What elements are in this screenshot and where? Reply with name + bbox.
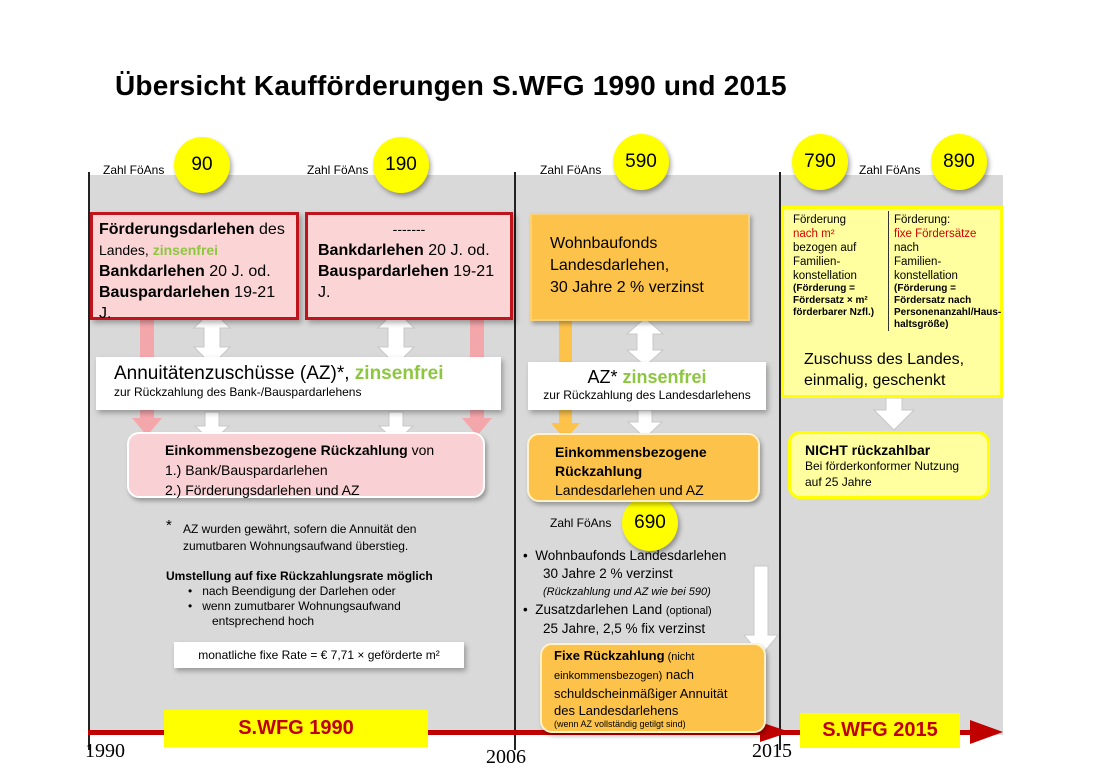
einkommensbezogen-box-2006	[527, 433, 760, 502]
orange1-line1: Wohnbaufonds	[550, 235, 658, 252]
az1-zinsenfrei: zinsenfrei	[354, 363, 444, 384]
y2015-left-l2: nach m²	[793, 228, 835, 240]
y2015-right-l1: Förderung:	[894, 214, 951, 226]
umstellung-bullet-1: nach Beendigung der Darlehen oder	[202, 584, 396, 598]
nicht-rueckzahlbar-box	[788, 431, 990, 499]
fixe-rate-box	[174, 642, 464, 668]
pink1-line2: 1.) Bank/Bauspardarlehen	[165, 462, 328, 478]
orange2-line3: Landesdarlehen und AZ	[555, 482, 704, 498]
orange2-line2: Rückzahlung	[555, 463, 643, 479]
y2015-right-l3: nach	[894, 242, 919, 254]
fixe-line4: des Landesdarlehens	[554, 703, 679, 718]
fixe-rate-text: monatliche fixe Rate = € 7,71 × geförderte m²	[198, 648, 440, 662]
zahl-label-590: Zahl FöAns	[540, 163, 602, 177]
fixe-line3: schuldscheinmäßiger Annuität	[554, 686, 728, 701]
fixe-line2a: einkommensbezogen)	[554, 670, 663, 682]
zahl-label-890: Zahl FöAns	[859, 163, 921, 177]
az2-sub: zur Rückzahlung des Landesdarlehens	[543, 388, 751, 402]
y2015-left-l7: Fördersatz × m²	[793, 295, 868, 306]
foerderung-2015-box	[781, 206, 1003, 398]
az-box-2006	[528, 362, 766, 410]
fixe-rueckzahlung-box	[540, 643, 766, 733]
nicht-line1: NICHT rückzahlbar	[805, 442, 931, 458]
nicht-line3: auf 25 Jahre	[805, 475, 872, 489]
year-2006: 2006	[486, 746, 526, 768]
box1-line4-bold: Bauspardarlehen	[99, 284, 230, 301]
fixe-line2b: nach	[662, 667, 695, 682]
year-2015: 2015	[752, 740, 792, 762]
pink1-rest: von	[407, 442, 435, 458]
foerderung-nach-m2	[793, 213, 885, 319]
fixe-bold: Fixe Rückzahlung	[554, 648, 665, 663]
box2-line2-bold: Bauspardarlehen	[318, 263, 449, 280]
wohnbaufonds-box	[530, 213, 750, 321]
zahl-label-690: Zahl FöAns	[550, 516, 612, 530]
az-note-star: *	[166, 517, 172, 534]
fixe-small: (nicht	[664, 651, 695, 663]
pink1-line3: 2.) Förderungsdarlehen und AZ	[165, 482, 360, 498]
az-note-line1: AZ wurden gewährt, sofern die Annuität den	[183, 522, 417, 536]
umstellung-title: Umstellung auf fixe Rückzahlungsrate möglich	[166, 569, 433, 583]
zahl-label-90: Zahl FöAns	[103, 163, 165, 177]
foerderungsdarlehen-box	[90, 212, 299, 320]
umstellung-bullet-2b: entsprechend hoch	[212, 614, 315, 628]
box1-line1-rest: des	[254, 221, 285, 238]
box1-line3-rest: 20 J. od.	[204, 263, 271, 280]
az2-main: AZ*	[587, 367, 623, 387]
timeline-arrowhead-2015	[970, 720, 1003, 744]
box2-line1-rest: 20 J. od.	[423, 242, 490, 259]
az1-sub: zur Rückzahlung des Bank-/Bauspardarlehens	[114, 385, 362, 399]
az-note-line2: zumutbaren Wohnungsaufwand überstieg.	[183, 539, 409, 553]
box-2015-divider	[888, 211, 889, 331]
y2015-left-l5: konstellation	[793, 270, 857, 282]
count-circle-690: 690	[622, 495, 678, 551]
y2015-left-l6: (Förderung =	[793, 283, 855, 294]
count-circle-190: 190	[373, 137, 429, 193]
mid-item1c: (Rückzahlung und AZ wie bei 590)	[543, 586, 711, 598]
orange2-line1: Einkommensbezogene	[555, 444, 707, 460]
fixe-line5: (wenn AZ vollständig getilgt sind)	[554, 719, 686, 729]
az-note	[166, 517, 417, 555]
orange1-line2: Landesdarlehen,	[550, 257, 670, 274]
y2015-right-l9: haltsgröße)	[894, 319, 949, 330]
einkommensbezogen-box-1990	[127, 432, 485, 498]
y2015-left-l3: bezogen auf	[793, 242, 857, 254]
box1-line1-bold: Förderungsdarlehen	[99, 221, 255, 238]
zuschuss-line1: Zuschuss des Landes,	[804, 351, 965, 368]
mid-item2b: 25 Jahre, 2,5 % fix verzinst	[543, 621, 706, 636]
swfg-1990-bar: S.WFG 1990	[164, 710, 428, 747]
mid-list: • Wohnbaufonds Landesdarlehen 30 Jahre 2 % verzinst (Rückzahlung und AZ wie bei 590) • Zusatzdarlehen Land (optional) 25 Jahre, 2,5 % fix verzinst	[523, 547, 773, 638]
mid-item2a: Zusatzdarlehen Land	[535, 602, 666, 617]
mid-item1b: 30 Jahre 2 % verzinst	[543, 566, 673, 581]
count-circle-90: 90	[174, 137, 230, 193]
y2015-right-l4: Familien-	[894, 256, 942, 268]
zuschuss-line2: einmalig, geschenkt	[804, 372, 946, 389]
bankdarlehen-box	[305, 212, 513, 320]
count-circle-590: 590	[613, 134, 669, 190]
az2-zinsenfrei: zinsenfrei	[622, 367, 707, 387]
annuitaeten-box	[96, 357, 501, 410]
year-1990: 1990	[85, 740, 125, 762]
mid-item1a: Wohnbaufonds Landesdarlehen	[535, 548, 727, 563]
swfg-2015-bar: S.WFG 2015	[800, 713, 960, 748]
orange1-line3: 30 Jahre 2 % verzinst	[550, 279, 704, 296]
box1-zinsenfrei: zinsenfrei	[152, 242, 219, 258]
y2015-right-l2: fixe Fördersätze	[894, 228, 977, 240]
mid-item2-optional: (optional)	[665, 605, 712, 617]
foerderung-fixe-saetze	[894, 213, 1004, 331]
pink1-bold: Einkommensbezogene Rückzahlung	[165, 442, 408, 458]
y2015-left-l1: Förderung	[793, 214, 847, 226]
white-double-arrow-3	[627, 318, 663, 366]
y2015-left-l4: Familien-	[793, 256, 841, 268]
box2-line1-bold: Bankdarlehen	[318, 242, 424, 259]
box1-line2a: Landes,	[99, 242, 153, 258]
nicht-line2: Bei förderkonformer Nutzung	[805, 459, 960, 473]
box1-line3-bold: Bankdarlehen	[99, 263, 205, 280]
zuschuss-text	[804, 349, 964, 391]
y2015-right-l5: konstellation	[894, 270, 958, 282]
y2015-right-l7: Fördersatz nach	[894, 295, 972, 306]
y2015-right-l6: (Förderung =	[894, 283, 956, 294]
white-arrow-2015	[874, 398, 914, 430]
y2015-left-l8: förderbarer Nzfl.)	[793, 307, 875, 318]
umstellung-note: Umstellung auf fixe Rückzahlungsrate möglich • nach Beendigung der Darlehen oder • wenn zumutbarer Wohnungsaufwand entsprechend hoch	[166, 569, 496, 629]
box2-line2-rest: 19-21 J.	[318, 263, 495, 301]
umstellung-bullet-2: wenn zumutbarer Wohnungsaufwand	[202, 599, 401, 613]
box2-dashes: -------	[392, 221, 426, 237]
az1-main: Annuitätenzuschüsse (AZ)*,	[114, 363, 355, 384]
zahl-label-190: Zahl FöAns	[307, 163, 369, 177]
y2015-right-l8: Personenanzahl/Haus-	[894, 307, 1002, 318]
count-circle-890: 890	[931, 134, 987, 190]
box1-line4-rest: 19-21 J.	[99, 284, 276, 322]
page-title: Übersicht Kaufförderungen S.WFG 1990 und 2015	[115, 70, 787, 101]
count-circle-790: 790	[792, 134, 848, 190]
